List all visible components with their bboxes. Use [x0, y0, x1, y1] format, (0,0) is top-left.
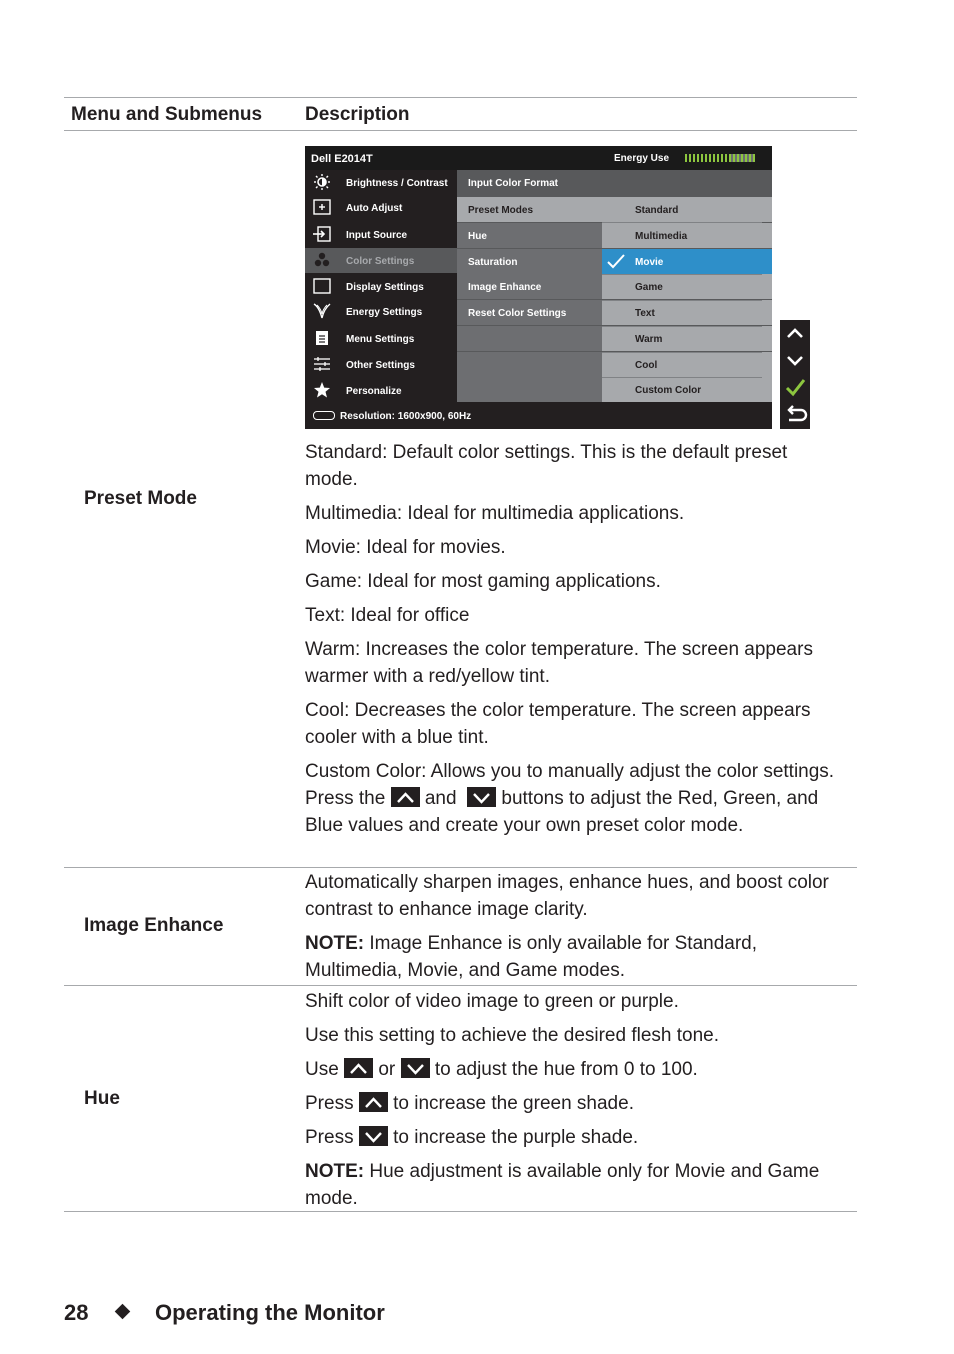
down-button-icon	[359, 1126, 388, 1146]
page-number: 28	[64, 1300, 89, 1325]
preset-standard-text: Standard: Default color settings. This is the default preset mode.	[305, 442, 788, 490]
osd-sub-empty	[457, 377, 602, 402]
osd-sub-preset-modes	[457, 197, 602, 222]
osd-option-label: Standard	[635, 205, 679, 216]
brightness-icon	[313, 174, 331, 190]
up-button-icon	[344, 1058, 373, 1078]
hue-description	[305, 988, 845, 1219]
row-divider	[64, 867, 857, 868]
auto-adjust-icon	[313, 199, 331, 215]
other-settings-icon	[313, 356, 331, 372]
osd-option-warm	[602, 326, 772, 351]
osd-divider	[602, 222, 762, 223]
up-arrow-icon	[780, 320, 810, 347]
color-settings-icon	[313, 252, 331, 268]
osd-status-bar	[305, 402, 772, 429]
preset-text-text: Text: Ideal for office	[305, 605, 470, 626]
osd-topbar	[305, 146, 772, 170]
note-text: Image Enhance is only available for Standard, Multimedia, Movie, and Game modes.	[305, 933, 758, 981]
monitor-icon	[313, 411, 335, 420]
menu-settings-icon	[313, 330, 331, 346]
preset-description	[305, 439, 845, 846]
osd-item-personalize	[305, 378, 457, 403]
down-button-icon	[467, 787, 496, 807]
custom-text-a: Custom Color: Allows you to manually adjust the color settings. Press the	[305, 761, 835, 809]
osd-option-standard	[602, 197, 772, 222]
osd-sub-empty	[457, 352, 602, 377]
preset-warm-text: Warm: Increases the color temperature. The screen appears warmer with a red/yellow tint.	[305, 639, 813, 687]
table-bottom-rule	[64, 1211, 857, 1212]
osd-divider	[602, 352, 762, 353]
osd-sub-hue	[457, 223, 602, 248]
energy-settings-icon	[313, 303, 331, 319]
hue-use-c: to adjust the hue from 0 to 100.	[434, 1059, 698, 1080]
preset-game-text: Game: Ideal for most gaming applications.	[305, 571, 661, 592]
osd-item-label: Auto Adjust	[346, 203, 403, 214]
star-icon	[313, 382, 331, 398]
osd-item-label: Color Settings	[346, 256, 415, 267]
hue-text-2: Use this setting to achieve the desired flesh tone.	[305, 1025, 720, 1046]
osd-item-other-settings	[305, 352, 457, 377]
enhance-note	[305, 930, 845, 984]
preset-custom-text	[305, 758, 845, 839]
osd-option-label: Cool	[635, 360, 658, 371]
osd-sub-reset-color	[457, 300, 602, 325]
osd-option-label: Warm	[635, 334, 663, 345]
osd-option-label: Custom Color	[635, 385, 702, 396]
note-text: Hue adjustment is available only for Movie and Game mode.	[305, 1161, 820, 1209]
osd-main-menu	[305, 170, 457, 402]
hue-text-1: Shift color of video image to green or purple.	[305, 991, 679, 1012]
custom-text-c: buttons to adjust the Red, Green, and Blue values and create your own preset color mode.	[305, 788, 819, 836]
row-label-hue: Hue	[84, 1088, 120, 1109]
osd-resolution: Resolution: 1600x900, 60Hz	[340, 411, 472, 422]
hue-use-line	[305, 1056, 845, 1083]
osd-option-custom-color	[602, 377, 772, 402]
osd-option-label: Text	[635, 308, 655, 319]
osd-item-menu-settings	[305, 326, 457, 351]
hue-press-word: Press	[305, 1127, 354, 1148]
osd-option-label: Game	[635, 282, 663, 293]
osd-sub-label: Preset Modes	[468, 205, 534, 216]
osd-option-label: Movie	[635, 257, 664, 268]
osd-item-label: Input Source	[346, 230, 408, 241]
osd-option-movie	[602, 249, 772, 274]
header-description: Description	[305, 104, 410, 125]
row-label-preset-mode: Preset Mode	[84, 488, 197, 509]
osd-option-game	[602, 274, 772, 299]
back-icon	[780, 401, 810, 428]
osd-menu-image	[305, 146, 772, 429]
custom-text-b: and	[424, 788, 457, 809]
osd-item-auto-adjust	[305, 195, 457, 220]
osd-divider	[602, 300, 762, 301]
hue-note	[305, 1158, 845, 1212]
enhance-description	[305, 869, 845, 991]
osd-option-cool	[602, 352, 772, 377]
note-label: NOTE:	[305, 933, 365, 954]
preset-movie-text: Movie: Ideal for movies.	[305, 537, 506, 558]
hue-press-purple	[305, 1124, 845, 1151]
down-arrow-icon	[780, 347, 810, 374]
hue-use-a: Use	[305, 1059, 339, 1080]
osd-sub-label: Hue	[468, 231, 487, 242]
diamond-icon	[115, 1304, 131, 1320]
osd-item-label: Personalize	[346, 386, 402, 397]
osd-item-label: Display Settings	[346, 282, 424, 293]
down-button-icon	[401, 1058, 430, 1078]
osd-option-multimedia	[602, 223, 772, 248]
osd-divider	[602, 326, 762, 327]
table-top-rule	[64, 97, 857, 98]
osd-option-label: Multimedia	[635, 231, 688, 242]
hue-use-b: or	[378, 1059, 396, 1080]
up-button-icon	[359, 1092, 388, 1112]
osd-item-label: Menu Settings	[346, 334, 415, 345]
osd-nav-buttons	[780, 320, 810, 429]
check-icon	[607, 254, 625, 269]
hue-press-word: Press	[305, 1093, 354, 1114]
osd-sub-input-color-format	[457, 170, 772, 195]
osd-item-energy-settings	[305, 299, 457, 324]
osd-sub-saturation	[457, 249, 602, 274]
osd-option-text	[602, 300, 772, 325]
up-button-icon	[391, 787, 420, 807]
osd-sub-label: Input Color Format	[468, 178, 558, 189]
note-label: NOTE:	[305, 1161, 365, 1182]
check-icon	[780, 374, 810, 401]
energy-meter-empty	[731, 154, 755, 162]
osd-sub-empty	[457, 326, 602, 351]
osd-item-label: Energy Settings	[346, 307, 423, 318]
row-divider	[64, 985, 857, 986]
osd-sub-label: Reset Color Settings	[468, 308, 567, 319]
osd-item-label: Other Settings	[346, 360, 415, 371]
table-header-rule	[64, 130, 857, 131]
osd-sub-label: Saturation	[468, 257, 518, 268]
header-menu: Menu and Submenus	[71, 104, 263, 125]
osd-item-color-settings	[305, 248, 457, 273]
hue-press-purple-text: to increase the purple shade.	[393, 1127, 639, 1148]
section-title: Operating the Monitor	[155, 1300, 385, 1325]
osd-item-label: Brightness / Contrast	[346, 178, 448, 189]
input-source-icon	[313, 226, 331, 242]
osd-energy-label: Energy Use	[614, 153, 670, 164]
osd-divider	[602, 274, 762, 275]
osd-sub-label: Image Enhance	[468, 282, 542, 293]
osd-divider	[602, 377, 762, 378]
osd-sub-image-enhance	[457, 274, 602, 299]
hue-press-green-text: to increase the green shade.	[393, 1093, 634, 1114]
display-settings-icon	[313, 278, 331, 294]
row-label-image-enhance: Image Enhance	[84, 915, 224, 936]
preset-multimedia-text: Multimedia: Ideal for multimedia applications.	[305, 503, 685, 524]
hue-press-green	[305, 1090, 845, 1117]
enhance-text: Automatically sharpen images, enhance hues, and boost color contrast to enhance image clarity.	[305, 872, 829, 920]
osd-item-input-source	[305, 222, 457, 247]
preset-cool-text: Cool: Decreases the color temperature. The screen appears cooler with a blue tint.	[305, 700, 811, 748]
osd-model: Dell E2014T	[311, 153, 373, 165]
osd-item-display-settings	[305, 274, 457, 299]
osd-item-brightness	[305, 170, 457, 195]
